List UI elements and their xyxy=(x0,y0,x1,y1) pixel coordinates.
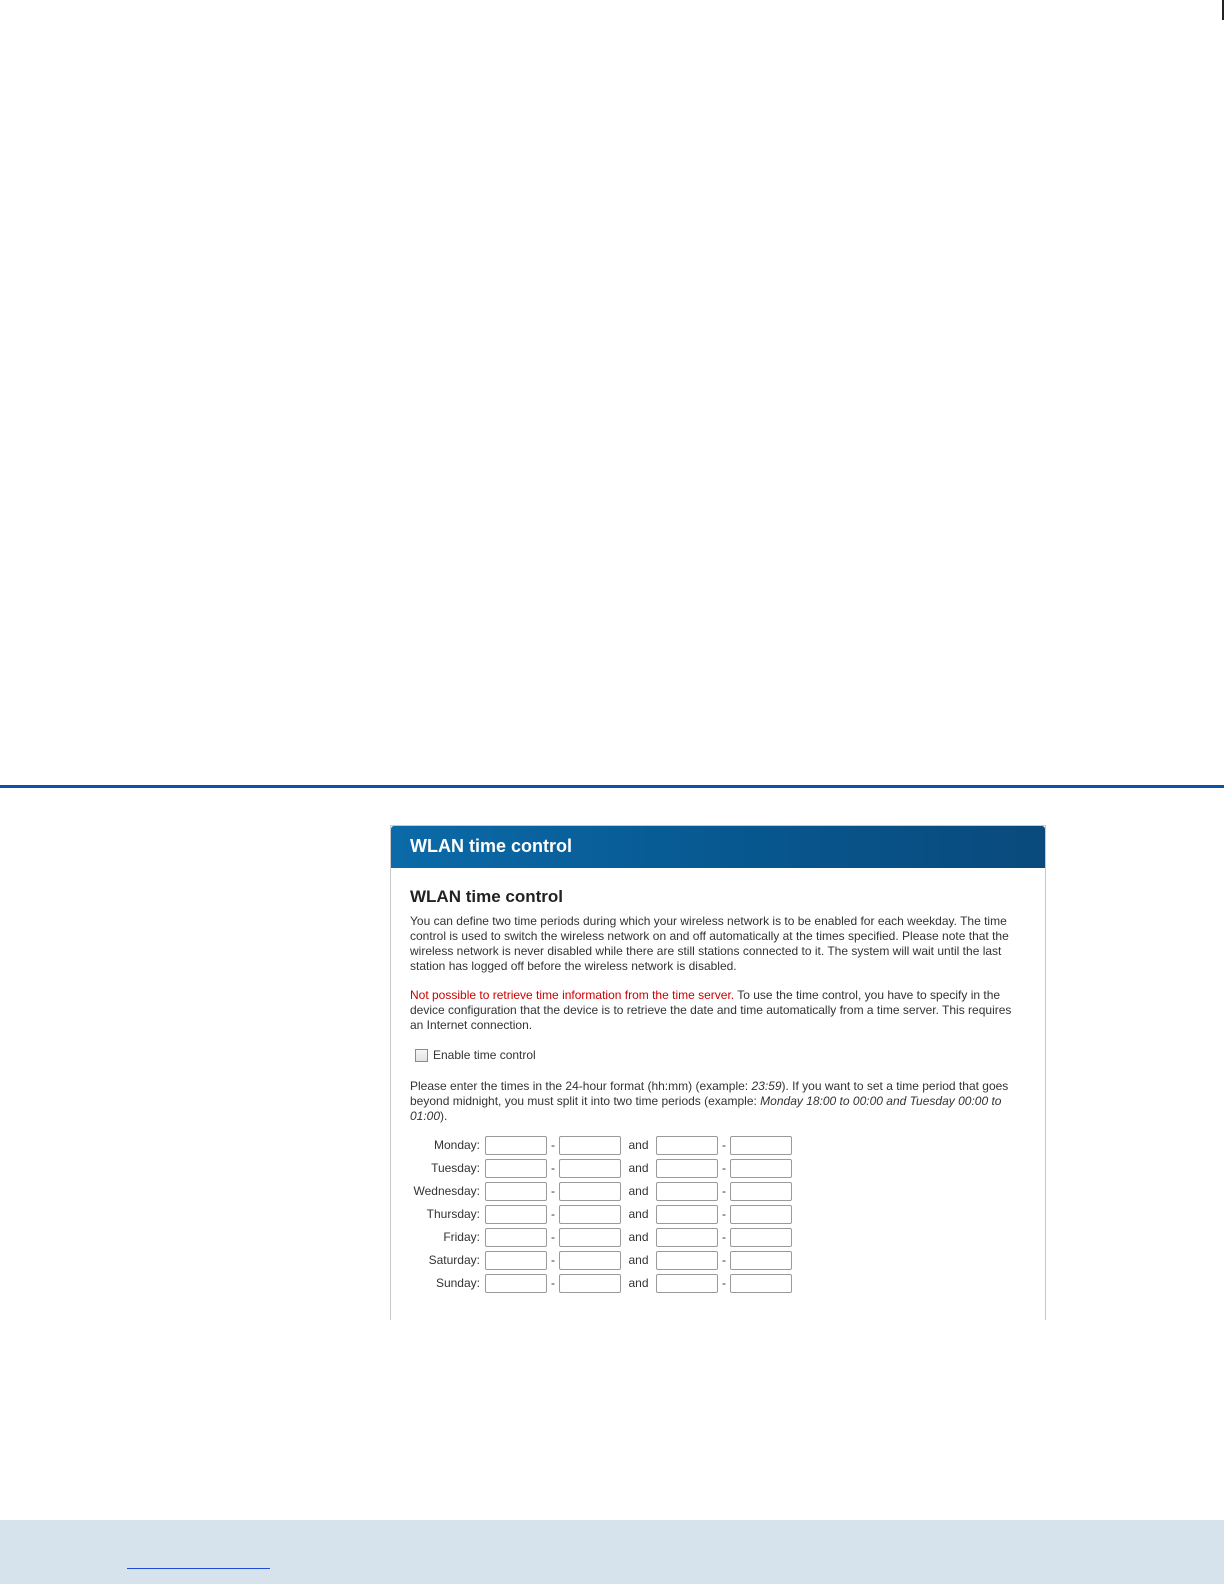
weekday-label: Tuesday: xyxy=(431,1161,480,1175)
time-server-notice xyxy=(410,988,1027,1033)
period1-start-input[interactable] xyxy=(485,1182,547,1201)
weekday-label: Thursday: xyxy=(426,1207,480,1221)
range-dash: - xyxy=(551,1253,555,1267)
period1-start-input[interactable] xyxy=(485,1136,547,1155)
weekday-label: Friday: xyxy=(443,1230,480,1244)
period2-start-input[interactable] xyxy=(656,1159,718,1178)
wlan-time-control-panel xyxy=(390,825,1046,1320)
range-dash: - xyxy=(551,1230,555,1244)
range-dash: - xyxy=(551,1184,555,1198)
period1-end-input[interactable] xyxy=(559,1251,621,1270)
weekday-row xyxy=(410,1226,792,1249)
period1-end-input[interactable] xyxy=(559,1228,621,1247)
period2-start-input[interactable] xyxy=(656,1182,718,1201)
period2-end-input[interactable] xyxy=(730,1136,792,1155)
page-title: WLAN time control xyxy=(410,887,563,906)
period1-start-input[interactable] xyxy=(485,1159,547,1178)
weekday-row xyxy=(410,1134,792,1157)
range-dash: - xyxy=(722,1230,726,1244)
period2-end-input[interactable] xyxy=(730,1274,792,1293)
and-label: and xyxy=(628,1138,649,1152)
weekday-row xyxy=(410,1203,792,1226)
period2-end-input[interactable] xyxy=(730,1159,792,1178)
panel-body xyxy=(391,868,1045,1295)
range-dash: - xyxy=(722,1184,726,1198)
period1-start-input[interactable] xyxy=(485,1228,547,1247)
time-server-warning: Not possible to retrieve time information from the time server. xyxy=(410,988,735,1002)
period1-start-input[interactable] xyxy=(485,1274,547,1293)
period1-end-input[interactable] xyxy=(559,1182,621,1201)
period2-start-input[interactable] xyxy=(656,1228,718,1247)
format-example-2: Monday 18:00 to 00:00 and Tuesday 00:00 to 01:00 xyxy=(410,1094,1002,1123)
period1-end-input[interactable] xyxy=(559,1205,621,1224)
range-dash: - xyxy=(551,1161,555,1175)
format-text-3: ). xyxy=(440,1109,448,1123)
range-dash: - xyxy=(722,1138,726,1152)
period2-start-input[interactable] xyxy=(656,1274,718,1293)
and-label: and xyxy=(628,1253,649,1267)
section-rule xyxy=(0,785,1224,788)
intro-text: You can define two time periods during which your wireless network is to be enabled for each weekday. The time control is used to switch the wireless network on and off automatically at the times specified. Please note that the wireless network is never disabled while there are still stations connected to it. The system will wait until the last station has logged off before the wireless network is disabled. xyxy=(410,914,1009,973)
weekday-row xyxy=(410,1180,792,1203)
period1-start-input[interactable] xyxy=(485,1205,547,1224)
and-label: and xyxy=(628,1230,649,1244)
and-label: and xyxy=(628,1161,649,1175)
period2-end-input[interactable] xyxy=(730,1251,792,1270)
range-dash: - xyxy=(722,1253,726,1267)
weekday-label: Saturday: xyxy=(428,1253,480,1267)
range-dash: - xyxy=(551,1207,555,1221)
and-label: and xyxy=(628,1184,649,1198)
time-server-instructions: To use the time control, you have to specify in the device configuration that the device is to retrieve the date and time automatically from a time server. This requires an Internet connection. xyxy=(410,988,1012,1032)
period1-end-input[interactable] xyxy=(559,1274,621,1293)
range-dash: - xyxy=(722,1207,726,1221)
range-dash: - xyxy=(722,1276,726,1290)
format-text-1: Please enter the times in the 24-hour format (hh:mm) (example: xyxy=(410,1079,752,1093)
format-example: 23:59 xyxy=(751,1079,782,1093)
period2-start-input[interactable] xyxy=(656,1205,718,1224)
weekday-label: Monday: xyxy=(433,1138,480,1152)
enable-time-control-label[interactable]: Enable time control xyxy=(433,1047,536,1062)
weekday-label: Wednesday: xyxy=(413,1184,480,1198)
format-instructions xyxy=(410,1079,1027,1124)
weekday-row xyxy=(410,1157,792,1180)
period1-end-input[interactable] xyxy=(559,1159,621,1178)
period1-end-input[interactable] xyxy=(559,1136,621,1155)
weekday-label: Sunday: xyxy=(435,1276,480,1290)
period2-start-input[interactable] xyxy=(656,1251,718,1270)
footer-link-underline[interactable] xyxy=(127,1550,270,1569)
weekday-row xyxy=(410,1272,792,1295)
weekday-times-table xyxy=(410,1134,792,1295)
and-label: and xyxy=(628,1207,649,1221)
format-text-2: ). If you want to set a time period that goes beyond midnight, you must split it into two time periods (example: xyxy=(410,1079,1009,1108)
range-dash: - xyxy=(722,1161,726,1175)
period2-end-input[interactable] xyxy=(730,1228,792,1247)
period2-end-input[interactable] xyxy=(730,1205,792,1224)
range-dash: - xyxy=(551,1138,555,1152)
range-dash: - xyxy=(551,1276,555,1290)
period2-end-input[interactable] xyxy=(730,1182,792,1201)
period2-start-input[interactable] xyxy=(656,1136,718,1155)
and-label: and xyxy=(628,1276,649,1290)
period1-start-input[interactable] xyxy=(485,1251,547,1270)
weekday-row xyxy=(410,1249,792,1272)
enable-time-control-row[interactable] xyxy=(415,1047,1027,1063)
panel-header: WLAN time control xyxy=(391,826,1045,868)
enable-time-control-checkbox[interactable] xyxy=(415,1049,428,1062)
